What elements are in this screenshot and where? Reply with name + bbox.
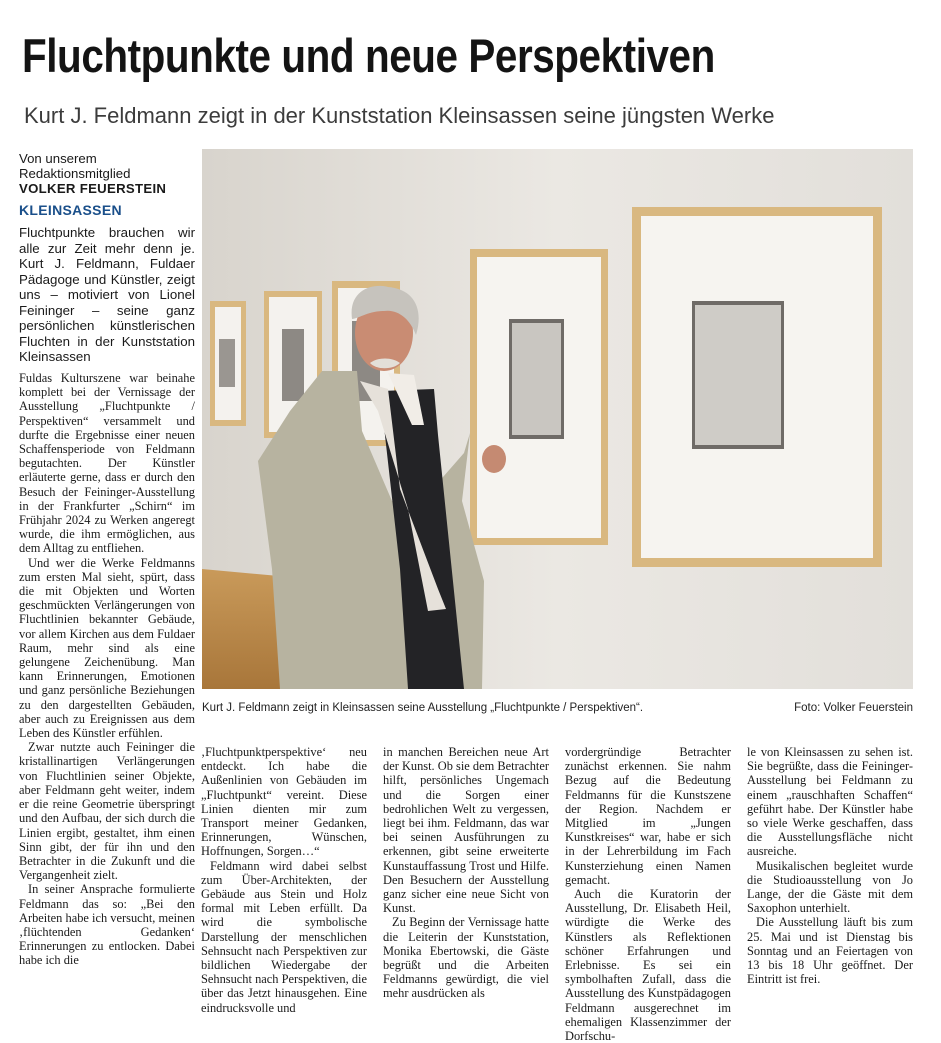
paragraph: Auch die Kuratorin der Ausstellung, Dr. Elisabeth Heil, würdigte die Werke des Künstlers als Reflektionen schöner Erfahrungen und Erlebnisse. Es sei ein symbolhaften Zufall, dass die Ausstellung des Kunstpädagogen Feldmann ausgerechnet im ehemaligen Klassenzimmer der Dorfschu- <box>565 887 731 1043</box>
paragraph: Feldmann wird dabei selbst zum Über-Architekten, der Gebäude aus Stein und Holz formal mit Leben erfüllt. Da wird die symbolische Darstellung der menschlichen Sehnsucht nach Perspektiven zur bildlichen Wiedergabe der Sehnsucht nach Perspektiven, die über das Jetzt hinausgehen. Eine eindrucksvolle und <box>201 858 367 1015</box>
framed-drawing <box>632 207 882 567</box>
framed-drawing <box>470 249 608 545</box>
article-column-3 <box>383 745 549 1001</box>
byline-author: VOLKER FEUERSTEIN <box>19 181 167 196</box>
paragraph: Zwar nutzte auch Feininger die kristallinartigen Verlängerungen von Fluchtlinien seiner Objekte, aber Feldmann geht weiter, indem er die reine Geometrie überspringt und den Aufbau, der sich durch die Linien ergibt, gestaltet, ihm einen Sinn gibt, der für ihn und den Betrachter in die Zukunft und die Vergangenheit zielt. <box>19 740 195 883</box>
paragraph: Musikalischen begleitet wurde die Studioausstellung von Jo Lange, der die Gäste mit dem Saxophon unterhielt. <box>747 858 913 916</box>
headline: Fluchtpunkte und neue Perspektiven <box>22 29 715 82</box>
byline <box>19 151 195 196</box>
byline-line-2: Redaktionsmitglied <box>19 166 131 181</box>
paragraph: le von Kleinsassen zu sehen ist. Sie begrüßte, dass die Feininger-Ausstellung bei Feldmann zu einem „rauschhaften Schaffen“ geführt habe. Der Künstler habe so viele Werke geschaffen, dass die Ausstellungsfläche nicht ausreiche. <box>747 745 913 859</box>
paragraph: Die Ausstellung läuft bis zum 25. Mai und ist Dienstag bis Sonntag und an Feiertagen von 13 bis 18 Uhr geöffnet. Der Eintritt ist frei. <box>747 915 913 987</box>
paragraph: Fuldas Kulturszene war beinahe komplett bei der Vernissage der Ausstellung „Fluchtpunkte / Perspektiven“ versammelt und durfte die Ergebnisse einer neuen Schaffensperiode von Feldmann begutachten. Der Künstler erläuterte gerne, dass er durch den Besuch der Feininger-Ausstellung in der Frankfurter „Schirn“ im Frühjahr 2024 zu Werken angeregt wurde, die ihm ermöglichen, aus dem Alltag zu entfliehen. <box>19 371 195 556</box>
framed-drawing <box>210 301 246 426</box>
paragraph: ‚Fluchtpunktperspektive‘ neu entdeckt. Ich habe die Außenlinien von Gebäuden im „Fluchtpunkt“ vereint. Diese Linien dienten mir zum Transport meiner Gedanken, Erinnerungen, Wünschen, Hoffnungen, Sorgen…“ <box>201 745 367 859</box>
photo-credit: Foto: Volker Feuerstein <box>794 702 913 714</box>
byline-line-1: Von unserem <box>19 151 97 166</box>
teaser: Fluchtpunkte brauchen wir alle zur Zeit mehr denn je. Kurt J. Feldmann, Fuldaer Pädagoge und Künstler, zeigt uns – motiviert von Lionel Feininger – seine ganz persönlichen künstlerischen Fluchten in der Kunststation Kleinsassen <box>19 225 195 364</box>
paragraph: Zu Beginn der Vernissage hatte die Leiterin der Kunststation, Monika Ebertowski, die Gäste begrüßt und die Arbeiten Feldmanns gewürdigt, die viel mehr ausdrücken als <box>383 915 549 1001</box>
subheadline: Kurt J. Feldmann zeigt in der Kunststation Kleinsassen seine jüngsten Werke <box>24 103 775 128</box>
paragraph: Und wer die Werke Feldmanns zum ersten Mal sieht, spürt, dass die mit Objekten und Worten geschmückten Verlängerungen von Fluchtlinien bekannter Gebäude, vor allem Kirchen aus dem Fuldaer Raum, mehr sind als eine gelungene Zeichenübung. Man kann Erinnerungen, Emotionen und ganz persönliche Beziehungen zu den dargestellten Gebäuden, aber auch zu Ereignissen aus dem Leben des Künstler erfühlen. <box>19 555 195 741</box>
article-photo <box>202 149 913 689</box>
article-column-4 <box>565 745 731 1043</box>
dateline: KLEINSASSEN <box>19 202 122 218</box>
paragraph: vordergründige Betrachter zunächst erkennen. Sie nahm Bezug auf die Bedeutung Feldmanns für die Kunstszene der Region. Nachdem er Mitglied im „Jungen Kunstkreises“ war, habe er sich in der Lehrerbildung im Fach Kunsterziehung einen Namen gemacht. <box>565 745 731 887</box>
photo-caption: Kurt J. Feldmann zeigt in Kleinsassen seine Ausstellung „Fluchtpunkte / Perspektiven“. <box>202 702 644 714</box>
paragraph: in manchen Bereichen neue Art der Kunst. Ob sie dem Betrachter hilft, persönliches Ungemach und die Sorgen einer bedrohlichen Welt zu vergessen, liegt bei ihm. Feldmann, das war bei seinen Ausführungen zu erkennen, gibt seine erweiterte Kunstauffassung Trost und Hilfe. Den Besuchern der Ausstellung ganz sicher eine neue Sicht von Kunst. <box>383 745 549 916</box>
article-column-5 <box>747 745 913 986</box>
article-column-2 <box>201 745 367 1015</box>
paragraph: In seiner Ansprache formulierte Feldmann das so: „Bei den Arbeiten habe ich versucht, meinen ‚flüchtenden Gedanken‘ Erinnerungen zu entlocken. Dabei habe ich die <box>19 882 195 968</box>
article-column-1 <box>19 371 195 968</box>
